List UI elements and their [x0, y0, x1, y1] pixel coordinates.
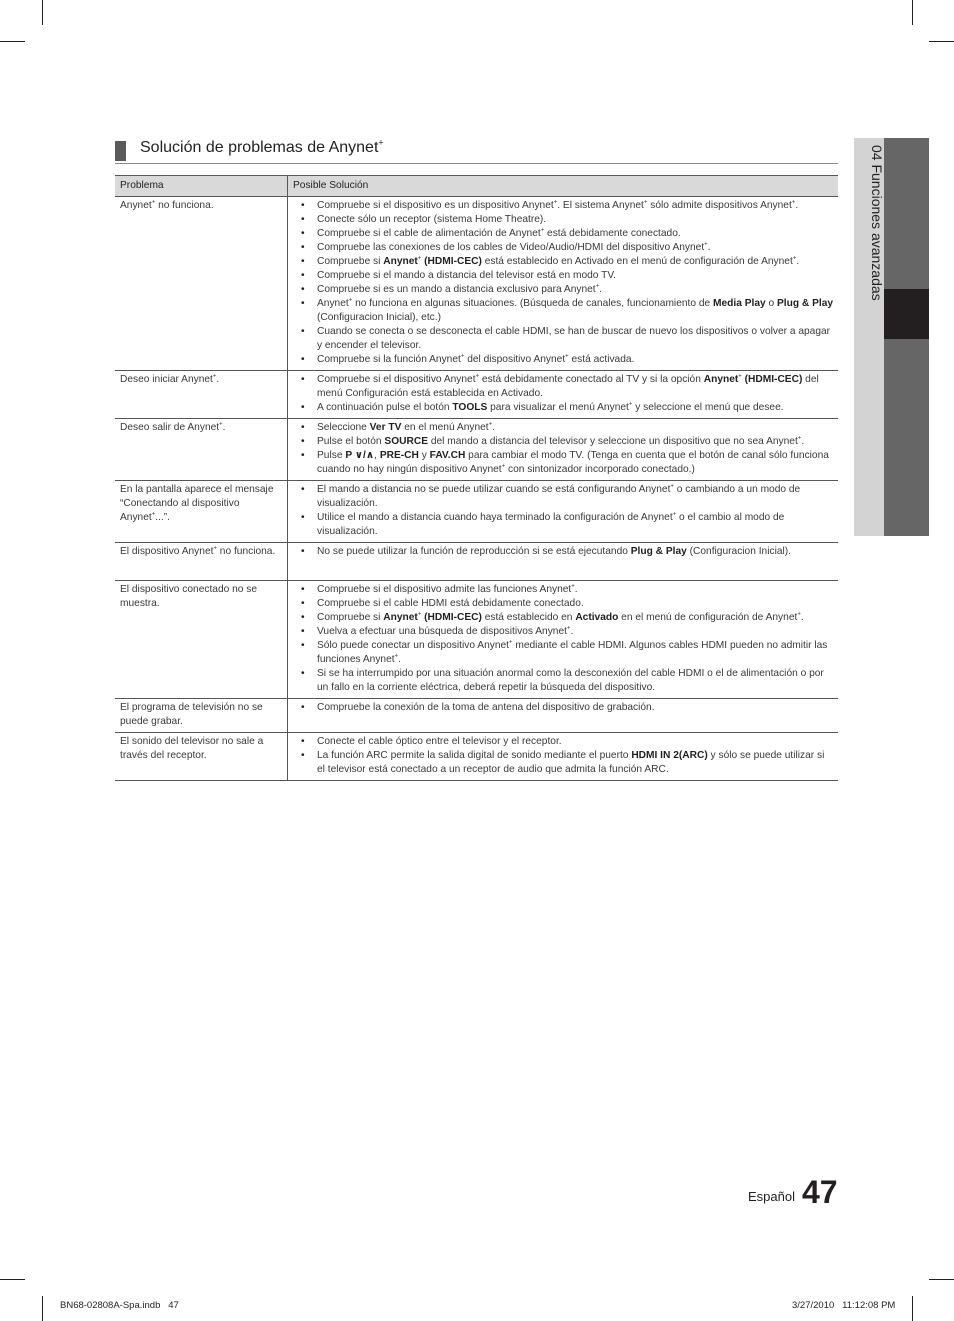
text-run: . — [800, 612, 804, 623]
superscript: + — [797, 435, 802, 442]
table-row — [115, 371, 838, 419]
text-run: Anynet — [317, 298, 349, 309]
superscript: + — [595, 283, 600, 290]
bold-term: Plug & Play — [630, 546, 687, 557]
table-body — [115, 197, 838, 781]
crop-mark — [42, 1296, 43, 1321]
table-header-row — [115, 176, 838, 197]
text-run: Pulse el botón — [317, 436, 385, 447]
text-run: no funciona. — [155, 200, 214, 211]
solution-cell — [288, 699, 839, 733]
solution-item — [292, 269, 834, 283]
print-slug-date: 3/27/2010 11:12:08 PM — [792, 1300, 896, 1311]
crop-mark — [912, 0, 913, 25]
column-header-problem: Problema — [115, 176, 288, 197]
text-run: La función ARC permite la salida digital de sonido mediante el puerto — [317, 750, 632, 761]
text-run: Deseo iniciar Anynet — [120, 374, 213, 385]
text-run: Cuando se conecta o se desconecta el cable HDMI, se han de buscar de nuevo los dispositivos o volver a apagar y encender el televisor. — [317, 326, 831, 351]
text-run: , — [374, 450, 380, 461]
text-run: sólo admite dispositivos Anynet — [647, 200, 792, 211]
solution-cell — [288, 543, 839, 581]
text-run: Compruebe si el dispositivo Anynet — [317, 374, 476, 385]
crop-mark — [0, 41, 25, 42]
text-run: (Configuracion Inicial). — [686, 546, 791, 557]
text-run: está debidamente conectado al TV y si la opción — [479, 374, 704, 385]
crop-mark — [929, 41, 954, 42]
text-run: o cambiando a un modo de visualización. — [317, 484, 801, 509]
text-run: del mando a distancia del televisor y seleccione un dispositivo que no sea Anynet — [428, 436, 798, 447]
text-run: para visualizar el menú Anynet — [487, 402, 629, 413]
chapter-tab-label: 04 Funciones avanzadas — [869, 145, 885, 301]
bold-term: Ver TV — [369, 422, 402, 433]
chapter-tab-active-marker — [884, 289, 929, 339]
solution-item — [292, 611, 834, 625]
superscript: + — [792, 255, 797, 262]
text-run: con sintonizador incorporado conectado.) — [505, 464, 695, 475]
superscript: + — [565, 353, 569, 360]
superscript: + — [151, 199, 156, 206]
table-row — [115, 481, 838, 543]
text-run: y seleccione el menú que desee. — [632, 402, 784, 413]
text-run: Anynet — [120, 200, 152, 211]
text-run: Compruebe si — [317, 256, 384, 267]
problem-cell — [115, 481, 288, 543]
solution-item — [292, 583, 834, 597]
text-run: . El sistema Anynet — [557, 200, 644, 211]
text-run: para cambiar el modo TV. (Tenga en cuenta que el botón de canal sólo funciona cuando no hay ningún dispositivo Anynet — [317, 450, 829, 475]
text-run: mediante el cable HDMI. Algunos cables HDMI pueden no admitir las funciones Anynet — [317, 640, 828, 665]
text-run: está establecido en — [481, 612, 576, 623]
solution-list — [292, 583, 834, 695]
bold-term: TOOLS — [452, 402, 488, 413]
text-run: El dispositivo conectado no se muestra. — [120, 584, 258, 609]
bold-term: Anynet — [383, 612, 418, 623]
solution-item — [292, 199, 834, 213]
superscript: + — [475, 373, 480, 380]
bold-term: FAV.CH — [429, 450, 466, 461]
superscript: + — [628, 401, 633, 408]
solution-cell — [288, 733, 839, 781]
solution-item — [292, 667, 834, 695]
superscript: + — [348, 297, 353, 304]
table-row — [115, 197, 838, 371]
problem-cell — [115, 419, 288, 481]
text-run: . — [707, 242, 711, 253]
text-run: está establecido en Activado en el menú de configuración de Anynet — [481, 256, 793, 267]
table-row — [115, 581, 838, 699]
solution-item — [292, 597, 834, 611]
text-run: del dispositivo Anynet — [464, 354, 566, 365]
text-run: (Configuracion Inicial), etc.) — [317, 312, 441, 323]
text-run: Compruebe si — [317, 612, 384, 623]
section-title — [140, 139, 384, 157]
text-run: en el menú Anynet — [401, 422, 489, 433]
text-run: . — [574, 584, 578, 595]
superscript: + — [219, 421, 223, 428]
superscript: + — [488, 421, 493, 428]
text-run: . — [599, 284, 602, 295]
text-run: no funciona en algunas situaciones. (Búsqueda de canales, funcionamiento de — [352, 298, 714, 309]
text-run: y sólo se puede utilizar si el televisor está conectado a un receptor de audio que admita la función ARC. — [317, 750, 825, 775]
solution-item — [292, 449, 834, 477]
solution-item — [292, 701, 834, 715]
solution-item — [292, 325, 834, 353]
text-run: del menú Configuración está establecida en Activado. — [317, 374, 819, 399]
troubleshooting-table — [115, 175, 838, 781]
solution-list — [292, 701, 834, 715]
superscript: + — [417, 255, 422, 262]
solution-item — [292, 545, 834, 559]
solution-list — [292, 421, 834, 477]
solution-list — [292, 373, 834, 415]
solution-item — [292, 213, 834, 227]
solution-list — [292, 483, 834, 539]
text-run: El mando a distancia no se puede utilizar cuando se está configurando Anynet — [317, 484, 671, 495]
solution-item — [292, 227, 834, 241]
solution-cell — [288, 419, 839, 481]
page-number: 47 — [802, 1174, 838, 1210]
solution-cell — [288, 581, 839, 699]
section-title-sup: + — [378, 137, 384, 148]
superscript: + — [670, 483, 674, 490]
text-run: en el menú de configuración de Anynet — [618, 612, 798, 623]
problem-cell — [115, 733, 288, 781]
superscript: + — [553, 199, 558, 206]
text-run: no funciona. — [216, 546, 276, 557]
solution-item — [292, 435, 834, 449]
bold-term: Media Play — [713, 298, 766, 309]
bold-term: Plug & Play — [777, 298, 834, 309]
superscript: + — [571, 583, 575, 590]
superscript: + — [213, 545, 217, 552]
text-run: Utilice el mando a distancia cuando haya terminado la configuración de Anynet — [317, 512, 673, 523]
superscript: + — [791, 199, 796, 206]
footer-language: Español — [748, 1189, 795, 1204]
problem-cell — [115, 371, 288, 419]
text-run: Compruebe si el dispositivo admite las funciones Anynet — [317, 584, 572, 595]
bold-term: SOURCE — [384, 436, 428, 447]
bold-term: (HDMI-CEC) — [424, 612, 482, 623]
text-run: . — [796, 256, 800, 267]
superscript: + — [704, 241, 708, 248]
text-run: . — [216, 374, 220, 385]
superscript: + — [797, 611, 801, 618]
text-run: Compruebe si el mando a distancia del televisor está en modo TV. — [317, 270, 617, 281]
text-run: Vuelva a efectuar una búsqueda de dispositivos Anynet — [317, 626, 567, 637]
text-run: Compruebe si es un mando a distancia exclusivo para Anynet — [317, 284, 596, 295]
solution-item — [292, 625, 834, 639]
text-run: . — [398, 654, 401, 665]
superscript: + — [501, 463, 506, 470]
problem-cell — [115, 699, 288, 733]
solution-item — [292, 283, 834, 297]
solution-item — [292, 749, 834, 777]
problem-cell — [115, 543, 288, 581]
solution-item — [292, 373, 834, 401]
solution-list — [292, 199, 834, 367]
print-slug-file: BN68-02808A-Spa.indb 47 — [60, 1300, 179, 1311]
text-run: Compruebe si el cable de alimentación de Anynet — [317, 228, 541, 239]
solution-item — [292, 255, 834, 269]
solution-item — [292, 241, 834, 255]
superscript: + — [643, 199, 648, 206]
crop-mark — [42, 0, 43, 25]
solution-item — [292, 421, 834, 435]
superscript: + — [417, 611, 422, 618]
superscript: + — [672, 511, 677, 518]
text-run: . — [801, 436, 805, 447]
bold-term: PRE-CH — [379, 450, 419, 461]
crop-mark — [929, 1279, 954, 1280]
text-run: Compruebe si la función Anynet — [317, 354, 461, 365]
text-run: . — [570, 626, 574, 637]
table-row — [115, 699, 838, 733]
solution-list — [292, 735, 834, 777]
solution-item — [292, 639, 834, 667]
text-run: Sólo puede conectar un dispositivo Anynet — [317, 640, 509, 651]
superscript: + — [212, 373, 217, 380]
text-run: El sonido del televisor no sale a través del receptor. — [120, 736, 264, 761]
superscript: + — [540, 227, 545, 234]
solution-item — [292, 297, 834, 325]
text-run: . — [795, 200, 799, 211]
problem-cell — [115, 581, 288, 699]
superscript: + — [151, 511, 156, 518]
text-run: ...”. — [155, 512, 170, 523]
text-run: A continuación pulse el botón — [317, 402, 453, 413]
text-run: o — [765, 298, 778, 309]
text-run: y — [418, 450, 430, 461]
text-run: Compruebe si el cable HDMI está debidamente conectado. — [317, 598, 584, 609]
superscript: + — [738, 373, 742, 380]
text-run: o el cambio al modo de visualización. — [317, 512, 785, 537]
table-row — [115, 543, 838, 581]
solution-cell — [288, 481, 839, 543]
bold-term: P ∨/∧ — [345, 450, 375, 461]
section-header — [115, 138, 838, 164]
text-run: está activada. — [568, 354, 635, 365]
bold-term: Anynet — [383, 256, 418, 267]
solution-item — [292, 401, 834, 415]
bold-term: (HDMI-CEC) — [424, 256, 482, 267]
text-run: . — [222, 422, 226, 433]
superscript: + — [394, 653, 399, 660]
crop-mark — [0, 1279, 25, 1280]
bold-term: (HDMI-CEC) — [744, 374, 803, 385]
superscript: + — [460, 353, 465, 360]
solution-item — [292, 483, 834, 511]
solution-cell — [288, 197, 839, 371]
text-run: En la pantalla aparece el mensaje “Conectando al dispositivo Anynet — [120, 484, 274, 523]
text-run: . — [492, 422, 495, 433]
crop-mark — [912, 1296, 913, 1321]
bold-term: Anynet — [703, 374, 739, 385]
text-run: El dispositivo Anynet — [120, 546, 214, 557]
table-row — [115, 419, 838, 481]
solution-cell — [288, 371, 839, 419]
superscript: + — [509, 639, 513, 646]
superscript: + — [566, 625, 571, 632]
solution-item — [292, 735, 834, 749]
column-header-solution: Posible Solución — [288, 176, 839, 197]
bold-term: HDMI IN 2(ARC) — [631, 750, 708, 761]
text-run: No se puede utilizar la función de reproducción si se está ejecutando — [317, 546, 631, 557]
text-run: Compruebe si el dispositivo es un dispositivo Anynet — [317, 200, 554, 211]
problem-cell — [115, 197, 288, 371]
solution-list — [292, 545, 834, 559]
text-run: Si se ha interrumpido por una situación anormal como la desconexión del cable HDMI o el de alimentación o por un fallo en la corriente eléctrica, deberá repetir la búsqueda del dispositivo. — [317, 668, 824, 693]
text-run: Pulse — [317, 450, 346, 461]
table-row — [115, 733, 838, 781]
text-run: Conecte sólo un receptor (sistema Home Theatre). — [317, 214, 547, 225]
section-header-bar — [115, 141, 126, 161]
text-run: Conecte el cable óptico entre el televisor y el receptor. — [317, 736, 562, 747]
section-title-text: Solución de problemas de Anynet — [140, 139, 379, 156]
text-run: Deseo salir de Anynet — [120, 422, 220, 433]
text-run: Compruebe las conexiones de los cables de Video/Audio/HDMI del dispositivo Anynet — [317, 242, 705, 253]
solution-item — [292, 353, 834, 367]
text-run: Seleccione — [317, 422, 370, 433]
solution-item — [292, 511, 834, 539]
text-run: El programa de televisión no se puede grabar. — [120, 702, 263, 727]
text-run: Compruebe la conexión de la toma de antena del dispositivo de grabación. — [317, 702, 655, 713]
text-run: está debidamente conectado. — [544, 228, 681, 239]
bold-term: Activado — [575, 612, 619, 623]
